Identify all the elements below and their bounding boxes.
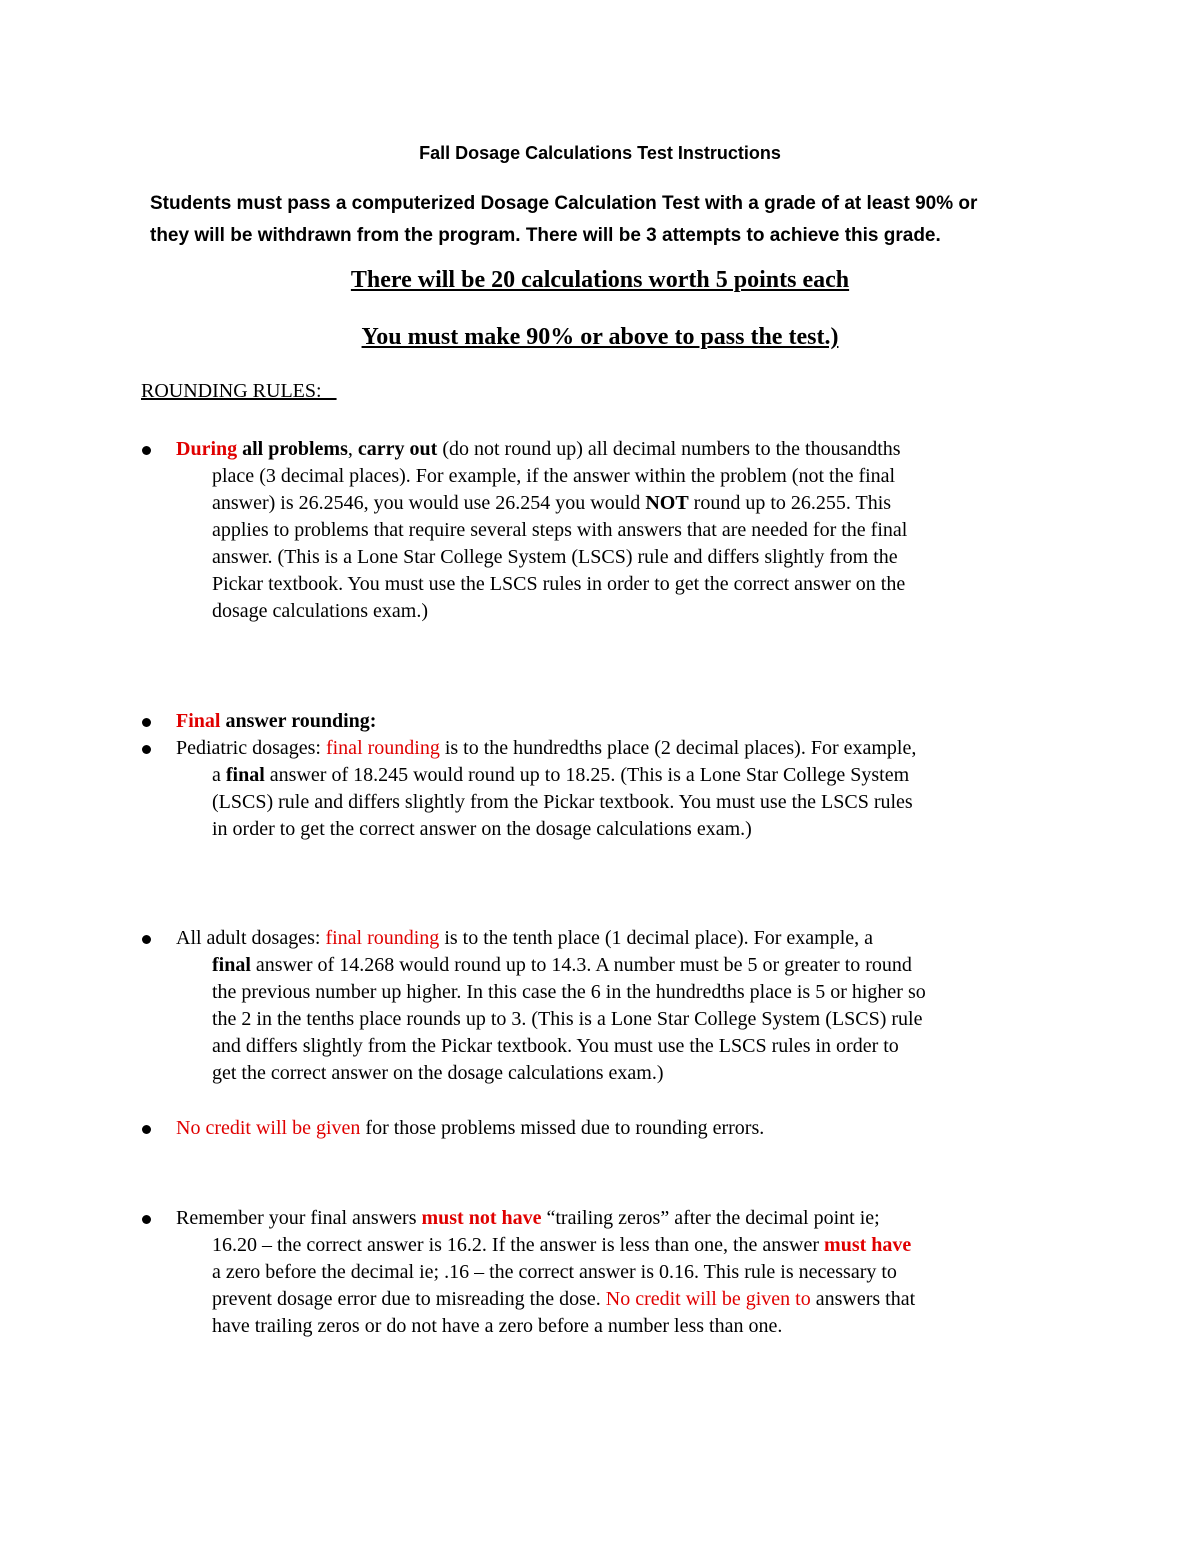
text-during-line-3c: round up to 26.255. This — [688, 492, 892, 514]
text-adult-label: All adult dosages: — [176, 927, 326, 949]
bullet-dot-icon — [142, 745, 151, 754]
text-trailing-line-5: have trailing zeros or do not have a zero before a number less than one. — [212, 1315, 783, 1337]
highlight-final-rounding: final rounding — [325, 927, 440, 949]
list-item — [141, 735, 1071, 843]
headline-calculations: There will be 20 calculations worth 5 points each — [350, 267, 850, 293]
text-comma: , — [347, 438, 358, 460]
text-during-line-7: dosage calculations exam.) — [212, 600, 429, 622]
text-during-line-4: applies to problems that require several steps with answers that are needed for the final — [212, 519, 908, 541]
list-item — [141, 708, 1071, 735]
bold-final: final — [225, 764, 265, 786]
list-item — [141, 1205, 1071, 1340]
text-during-line-5: answer. (This is a Lone Star College System (LSCS) rule and differs slightly from the — [212, 546, 898, 568]
intro-paragraph — [150, 188, 1070, 252]
bullet-dot-icon — [142, 1125, 151, 1134]
text-adult-line-6: get the correct answer on the dosage calculations exam.) — [212, 1062, 664, 1084]
highlight-final-rounding: final rounding — [325, 737, 440, 759]
headline-passing-grade: You must make 90% or above to pass the test.) — [361, 324, 839, 350]
intro-line-1: Students must pass a computerized Dosage Calculation Test with a grade of at least 90% or — [150, 193, 978, 214]
text-trailing-line-1a: Remember your final answers — [176, 1207, 422, 1229]
bold-not: NOT — [645, 492, 689, 514]
text-during-line-6: Pickar textbook. You must use the LSCS rules in order to get the correct answer on the — [212, 573, 906, 595]
section-heading-rounding-rules: ROUNDING RULES: — [141, 380, 337, 402]
text-adult-line-3: the previous number up higher. In this case the 6 in the hundredths place is 5 or higher so — [212, 981, 926, 1003]
text-trailing-line-4c: answers that — [810, 1288, 916, 1310]
text-trailing-line-4a: prevent dosage error due to misreading the dose. — [212, 1288, 606, 1310]
list-item — [141, 1115, 1071, 1142]
text-no-credit: for those problems missed due to rounding errors. — [360, 1117, 765, 1139]
bold-final: final — [212, 954, 251, 976]
text-pediatric-label: Pediatric dosages: — [176, 737, 326, 759]
bullet-dot-icon — [142, 718, 151, 727]
text-trailing-line-3: a zero before the decimal ie; .16 – the correct answer is 0.16. This rule is necessary to — [212, 1261, 897, 1283]
bullet-no-credit — [141, 1115, 1071, 1142]
text-during-line-3a: answer) is 26.2546, you would use 26.254 you would — [212, 492, 646, 514]
list-item — [141, 925, 1071, 1087]
highlight-must-have: must have — [824, 1234, 912, 1256]
text-during-line-2: place (3 decimal places). For example, if the answer within the problem (not the final — [212, 465, 896, 487]
text-pediatric-line-4: in order to get the correct answer on the dosage calculations exam.) — [212, 818, 752, 840]
bold-answer-rounding: answer rounding: — [220, 710, 377, 732]
highlight-final: Final — [176, 710, 221, 732]
highlight-no-credit: No credit will be given — [176, 1117, 361, 1139]
bullet-trailing-zeros — [141, 1205, 1071, 1340]
text-adult-line-2: answer of 14.268 would round up to 14.3. A number must be 5 or greater to round — [250, 954, 912, 976]
bullet-dot-icon — [142, 935, 151, 944]
text-pediatric-line-2a: a — [212, 764, 226, 786]
text-pediatric-line-2c: answer of 18.245 would round up to 18.25. (This is a Lone Star College System — [264, 764, 910, 786]
text-trailing-line-1c: “trailing zeros” after the decimal point ie; — [541, 1207, 880, 1229]
bullet-during-all-problems — [141, 436, 1071, 625]
bold-all-problems: all problems — [237, 438, 348, 460]
text-during-line-1: (do not round up) all decimal numbers to the thousandths — [437, 438, 901, 460]
highlight-during: During — [176, 438, 238, 460]
bold-carry-out: carry out — [357, 438, 438, 460]
text-adult-line-4: the 2 in the tenths place rounds up to 3. (This is a Lone Star College System (LSCS) rule — [212, 1008, 923, 1030]
highlight-no-credit-given-to: No credit will be given to — [605, 1288, 811, 1310]
bullet-dot-icon — [142, 446, 151, 455]
document-title: Fall Dosage Calculations Test Instructions — [419, 143, 781, 163]
bullet-dot-icon — [142, 1215, 151, 1224]
text-adult-line-5: and differs slightly from the Pickar textbook. You must use the LSCS rules in order to — [212, 1035, 899, 1057]
text-trailing-line-2a: 16.20 – the correct answer is 16.2. If the answer is less than one, the answer — [212, 1234, 825, 1256]
text-pediatric-line-3: (LSCS) rule and differs slightly from the Pickar textbook. You must use the LSCS rules — [212, 791, 913, 813]
highlight-must-not-have: must not have — [421, 1207, 542, 1229]
bullet-pediatric-dosages — [141, 735, 1071, 843]
list-item — [141, 436, 1071, 625]
bullet-adult-dosages — [141, 925, 1071, 1087]
text-pediatric-line-1: is to the hundredths place (2 decimal places). For example, — [439, 737, 917, 759]
intro-line-2: they will be withdrawn from the program. There will be 3 attempts to achieve this grade. — [150, 225, 941, 246]
bullet-final-answer-rounding — [141, 708, 1071, 735]
text-adult-line-1: is to the tenth place (1 decimal place). For example, a — [439, 927, 874, 949]
